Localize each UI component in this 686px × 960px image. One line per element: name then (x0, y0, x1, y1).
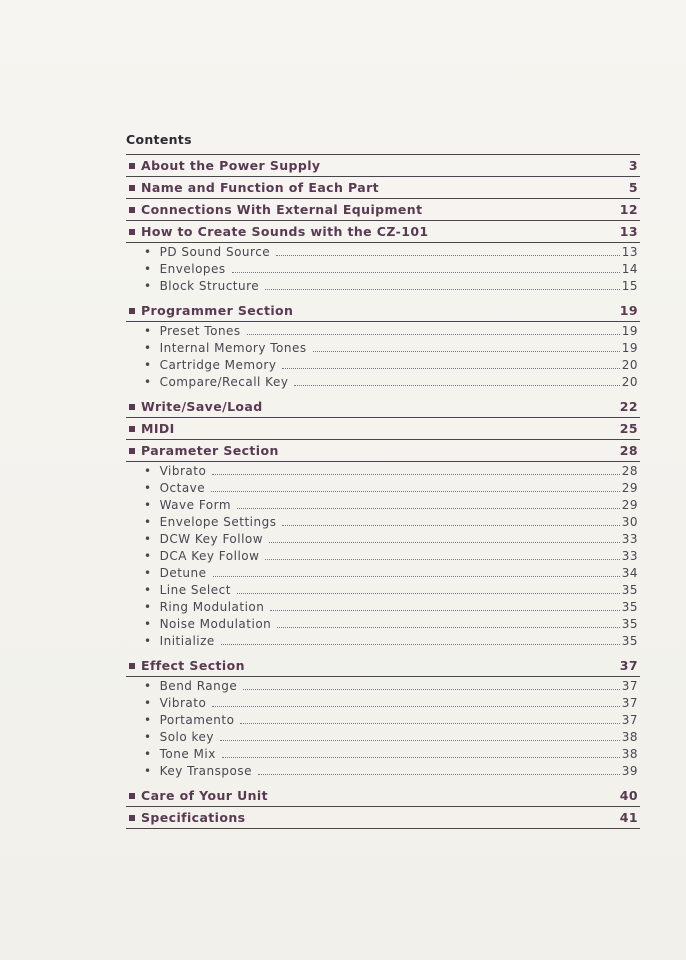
subsection-list (126, 243, 640, 300)
subsection-title: Ring Modulation (159, 600, 265, 614)
subsection-page-number: 35 (621, 583, 638, 597)
section-label (126, 158, 320, 173)
dot-leader (237, 507, 620, 509)
dot-leader (240, 722, 619, 724)
round-bullet-icon: • (144, 696, 152, 710)
subsection-page-number: 29 (621, 481, 638, 495)
toc-subsection-row (126, 696, 640, 713)
section-title: Write/Save/Load (141, 399, 263, 414)
subsection-page-number: 19 (621, 341, 638, 355)
square-bullet-icon (129, 185, 135, 191)
section-label (126, 421, 175, 436)
section-page-number: 5 (628, 180, 638, 195)
section-page-number: 19 (619, 303, 638, 318)
round-bullet-icon: • (144, 679, 152, 693)
dot-leader (276, 254, 620, 256)
toc-subsection-row (126, 324, 640, 341)
toc-entries (126, 155, 640, 829)
dot-leader (265, 558, 619, 560)
toc-subsection-row (126, 566, 640, 583)
subsection-page-number: 37 (621, 696, 638, 710)
section-title: Effect Section (141, 658, 245, 673)
section-label (126, 399, 263, 414)
subsection-list (126, 322, 640, 396)
subsection-page-number: 30 (621, 515, 638, 529)
contents-heading: Contents (126, 132, 640, 155)
toc-section-row (126, 300, 640, 322)
toc-section-row (126, 396, 640, 418)
section-label (126, 224, 429, 239)
subsection-title: Envelopes (159, 262, 226, 276)
round-bullet-icon: • (144, 764, 152, 778)
toc-subsection-row (126, 341, 640, 358)
dot-leader (220, 739, 620, 741)
subsection-title: Noise Modulation (159, 617, 272, 631)
toc-subsection-row (126, 245, 640, 262)
dot-leader (313, 350, 620, 352)
round-bullet-icon: • (144, 358, 152, 372)
square-bullet-icon (129, 448, 135, 454)
subsection-page-number: 28 (621, 464, 638, 478)
subsection-page-number: 39 (621, 764, 638, 778)
section-title: Specifications (141, 810, 246, 825)
round-bullet-icon: • (144, 464, 152, 478)
round-bullet-icon: • (144, 515, 152, 529)
subsection-title: Cartridge Memory (159, 358, 277, 372)
square-bullet-icon (129, 229, 135, 235)
subsection-title: Vibrato (159, 696, 207, 710)
subsection-title: Bend Range (159, 679, 238, 693)
toc-subsection-row (126, 617, 640, 634)
subsection-title: DCA Key Follow (159, 549, 260, 563)
section-title: How to Create Sounds with the CZ-101 (141, 224, 429, 239)
round-bullet-icon: • (144, 375, 152, 389)
toc-subsection-row (126, 262, 640, 279)
dot-leader (232, 271, 620, 273)
subsection-title: Vibrato (159, 464, 207, 478)
square-bullet-icon (129, 793, 135, 799)
section-page-number: 22 (619, 399, 638, 414)
toc-subsection-row (126, 747, 640, 764)
square-bullet-icon (129, 404, 135, 410)
round-bullet-icon: • (144, 532, 152, 546)
toc-section-row (126, 155, 640, 177)
subsection-title: Envelope Settings (159, 515, 277, 529)
section-page-number: 12 (619, 202, 638, 217)
section-title: Connections With External Equipment (141, 202, 423, 217)
subsection-page-number: 13 (621, 245, 638, 259)
section-page-number: 37 (619, 658, 638, 673)
toc-subsection-row (126, 713, 640, 730)
subsection-title: Tone Mix (159, 747, 216, 761)
round-bullet-icon: • (144, 262, 152, 276)
toc-section-row (126, 807, 640, 829)
toc-subsection-row (126, 532, 640, 549)
table-of-contents (126, 132, 640, 829)
subsection-title: Octave (159, 481, 206, 495)
subsection-page-number: 33 (621, 532, 638, 546)
toc-section-row (126, 199, 640, 221)
dot-leader (294, 384, 619, 386)
toc-subsection-row (126, 600, 640, 617)
toc-subsection-row (126, 498, 640, 515)
dot-leader (211, 490, 620, 492)
section-label (126, 658, 245, 673)
dot-leader (282, 524, 619, 526)
round-bullet-icon: • (144, 341, 152, 355)
round-bullet-icon: • (144, 279, 152, 293)
subsection-page-number: 29 (621, 498, 638, 512)
section-title: Name and Function of Each Part (141, 180, 380, 195)
section-title: Programmer Section (141, 303, 294, 318)
section-title: Care of Your Unit (141, 788, 268, 803)
toc-section-row (126, 440, 640, 462)
subsection-page-number: 37 (621, 713, 638, 727)
section-title: MIDI (141, 421, 175, 436)
dot-leader (212, 473, 619, 475)
round-bullet-icon: • (144, 600, 152, 614)
round-bullet-icon: • (144, 617, 152, 631)
subsection-page-number: 35 (621, 600, 638, 614)
toc-subsection-row (126, 279, 640, 296)
dot-leader (221, 643, 620, 645)
toc-subsection-row (126, 634, 640, 651)
subsection-title: Preset Tones (159, 324, 241, 338)
round-bullet-icon: • (144, 324, 152, 338)
dot-leader (282, 367, 619, 369)
subsection-title: Block Structure (159, 279, 260, 293)
toc-section-row (126, 221, 640, 243)
section-label (126, 303, 293, 318)
section-page-number: 41 (619, 810, 638, 825)
section-label (126, 788, 268, 803)
dot-leader (269, 541, 620, 543)
dot-leader (222, 756, 620, 758)
subsection-page-number: 20 (621, 358, 638, 372)
round-bullet-icon: • (144, 747, 152, 761)
toc-subsection-row (126, 764, 640, 781)
round-bullet-icon: • (144, 634, 152, 648)
subsection-list (126, 462, 640, 655)
subsection-page-number: 37 (621, 679, 638, 693)
round-bullet-icon: • (144, 245, 152, 259)
dot-leader (258, 773, 620, 775)
subsection-page-number: 35 (621, 634, 638, 648)
dot-leader (270, 609, 619, 611)
toc-subsection-row (126, 730, 640, 747)
subsection-page-number: 34 (621, 566, 638, 580)
toc-subsection-row (126, 583, 640, 600)
round-bullet-icon: • (144, 713, 152, 727)
section-page-number: 13 (619, 224, 638, 239)
dot-leader (243, 688, 619, 690)
toc-subsection-row (126, 358, 640, 375)
round-bullet-icon: • (144, 498, 152, 512)
round-bullet-icon: • (144, 481, 152, 495)
toc-section-row (126, 177, 640, 199)
section-label (126, 810, 245, 825)
toc-section-row (126, 655, 640, 677)
section-title: About the Power Supply (141, 158, 321, 173)
dot-leader (247, 333, 620, 335)
subsection-page-number: 15 (621, 279, 638, 293)
subsection-title: Initialize (159, 634, 215, 648)
subsection-page-number: 14 (621, 262, 638, 276)
subsection-title: Wave Form (159, 498, 232, 512)
subsection-title: Key Transpose (159, 764, 252, 778)
dot-leader (212, 705, 619, 707)
subsection-title: Solo key (159, 730, 215, 744)
square-bullet-icon (129, 815, 135, 821)
dot-leader (265, 288, 620, 290)
toc-subsection-row (126, 549, 640, 566)
round-bullet-icon: • (144, 583, 152, 597)
section-title: Parameter Section (141, 443, 279, 458)
section-page-number: 25 (619, 421, 638, 436)
toc-subsection-row (126, 679, 640, 696)
subsection-title: Portamento (159, 713, 235, 727)
square-bullet-icon (129, 426, 135, 432)
subsection-page-number: 20 (621, 375, 638, 389)
subsection-title: Detune (159, 566, 207, 580)
section-label (126, 202, 422, 217)
toc-section-row (126, 418, 640, 440)
subsection-title: PD Sound Source (159, 245, 271, 259)
subsection-page-number: 19 (621, 324, 638, 338)
square-bullet-icon (129, 207, 135, 213)
subsection-page-number: 35 (621, 617, 638, 631)
section-label (126, 443, 279, 458)
dot-leader (213, 575, 620, 577)
round-bullet-icon: • (144, 566, 152, 580)
toc-subsection-row (126, 464, 640, 481)
subsection-title: Internal Memory Tones (159, 341, 307, 355)
toc-subsection-row (126, 481, 640, 498)
toc-section-row (126, 785, 640, 807)
round-bullet-icon: • (144, 549, 152, 563)
toc-subsection-row (126, 375, 640, 392)
section-page-number: 28 (619, 443, 638, 458)
toc-subsection-row (126, 515, 640, 532)
dot-leader (277, 626, 619, 628)
subsection-page-number: 38 (621, 747, 638, 761)
round-bullet-icon: • (144, 730, 152, 744)
square-bullet-icon (129, 308, 135, 314)
section-page-number: 3 (628, 158, 638, 173)
section-label (126, 180, 379, 195)
subsection-list (126, 677, 640, 785)
dot-leader (237, 592, 620, 594)
square-bullet-icon (129, 163, 135, 169)
square-bullet-icon (129, 663, 135, 669)
subsection-page-number: 33 (621, 549, 638, 563)
subsection-page-number: 38 (621, 730, 638, 744)
section-page-number: 40 (619, 788, 638, 803)
subsection-title: Line Select (159, 583, 231, 597)
subsection-title: DCW Key Follow (159, 532, 264, 546)
subsection-title: Compare/Recall Key (159, 375, 289, 389)
